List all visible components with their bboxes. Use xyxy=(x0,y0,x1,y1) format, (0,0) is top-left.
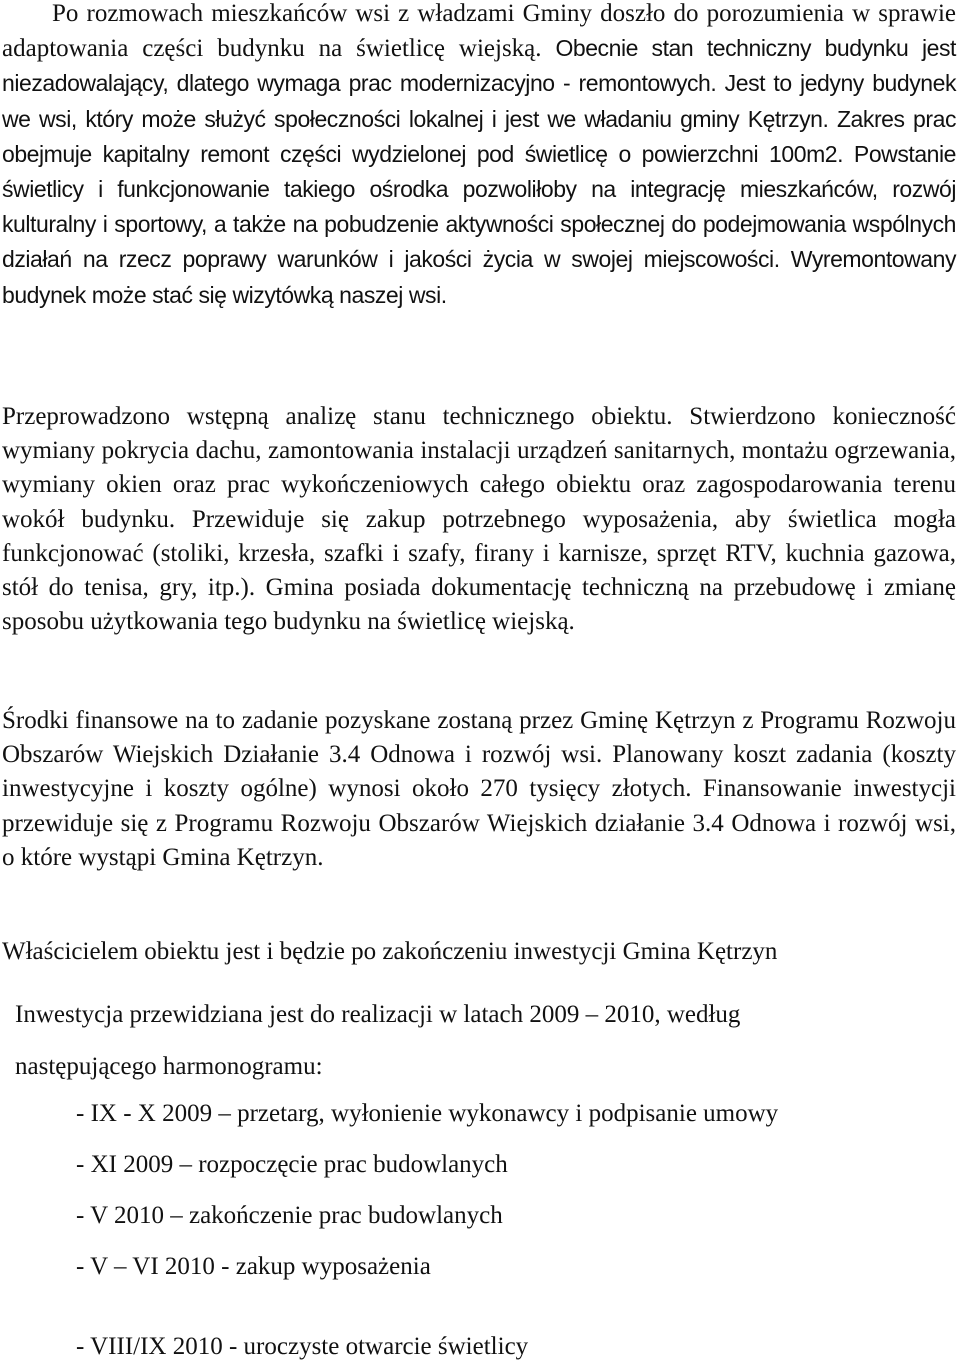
paragraph-project-description xyxy=(2,0,956,313)
schedule-item: - IX - X 2009 – przetarg, wyłonienie wykonawcy i podpisanie umowy xyxy=(76,1100,779,1127)
schedule-item: - V – VI 2010 - zakup wyposażenia xyxy=(76,1253,431,1280)
schedule-item: - XI 2009 – rozpoczęcie prac budowlanych xyxy=(76,1151,508,1178)
schedule-item: - VIII/IX 2010 - uroczyste otwarcie świetlicy xyxy=(76,1333,529,1360)
paragraph-schedule-heading: następującego harmonogramu: xyxy=(15,1053,323,1080)
paragraph-technical-analysis: Przeprowadzono wstępną analizę stanu technicznego obiektu. Stwierdzono konieczność wymiany pokrycia dachu, zamontowania instalacji urządzeń sanitarnych, montażu ogrzewania, wymiany okien oraz prac wykończeniowych całego obiektu oraz zagospodarowania terenu wokół budynku. Przewiduje się zakup potrzebnego wyposażenia, aby świetlica mogła funkcjonować (stoliki, krzesła, szafki i szafy, firany i karnisze, sprzęt RTV, kuchnia gazowa, stół do tenisa, gry, itp.). Gmina posiada dokumentację techniczną na przebudowę i zmianę sposobu użytkowania tego budynku na świetlicę wiejską. xyxy=(2,403,956,636)
paragraph-financing: Środki finansowe na to zadanie pozyskane zostaną przez Gminę Kętrzyn z Programu Rozwoju Obszarów Wiejskich Działanie 3.4 Odnowa i rozwój wsi. Planowany koszt zadania (koszty inwestycyjne i koszty ogólne) wynosi około 270 tysięcy złotych. Finansowanie inwestycji przewiduje się z Programu Rozwoju Obszarów Wiejskich działanie 3.4 Odnowa i rozwój wsi, o które wystąpi Gmina Kętrzyn. xyxy=(2,707,956,871)
paragraph-intro-text: Po rozmowach mieszkańców wsi z władzami Gminy doszło do porozumienia w sprawie adaptowania części budynku na świetlicę wiejską. xyxy=(2,0,956,63)
paragraph-timeline-intro: Inwestycja przewidziana jest do realizacji w latach 2009 – 2010, według xyxy=(15,1001,741,1028)
schedule-item: - V 2010 – zakończenie prac budowlanych xyxy=(76,1202,503,1229)
paragraph-building-condition-text: Obecnie stan techniczny budynku jest niezadowalający, dlatego wymaga prac modernizacyjno - remontowych. Jest to jedyny budynek we wsi, który może służyć społeczności lokalnej i jest we władaniu gminy Kętrzyn. Zakres prac obejmuje kapitalny remont części wydzielonej pod świetlicę o powierzchni 100m2. Powstanie świetlicy i funkcjonowanie takiego ośrodka pozwoliłoby na integrację mieszkańców, rozwój kulturalny i sportowy, a także na pobudzenie aktywności społecznej do podejmowania wspólnych działań na rzecz poprawy warunków i jakości życia w swojej miejscowości. Wyremontowany budynek może stać się wizytówką naszej wsi. xyxy=(2,35,956,308)
paragraph-ownership: Właścicielem obiektu jest i będzie po zakończeniu inwestycji Gmina Kętrzyn xyxy=(2,938,778,965)
